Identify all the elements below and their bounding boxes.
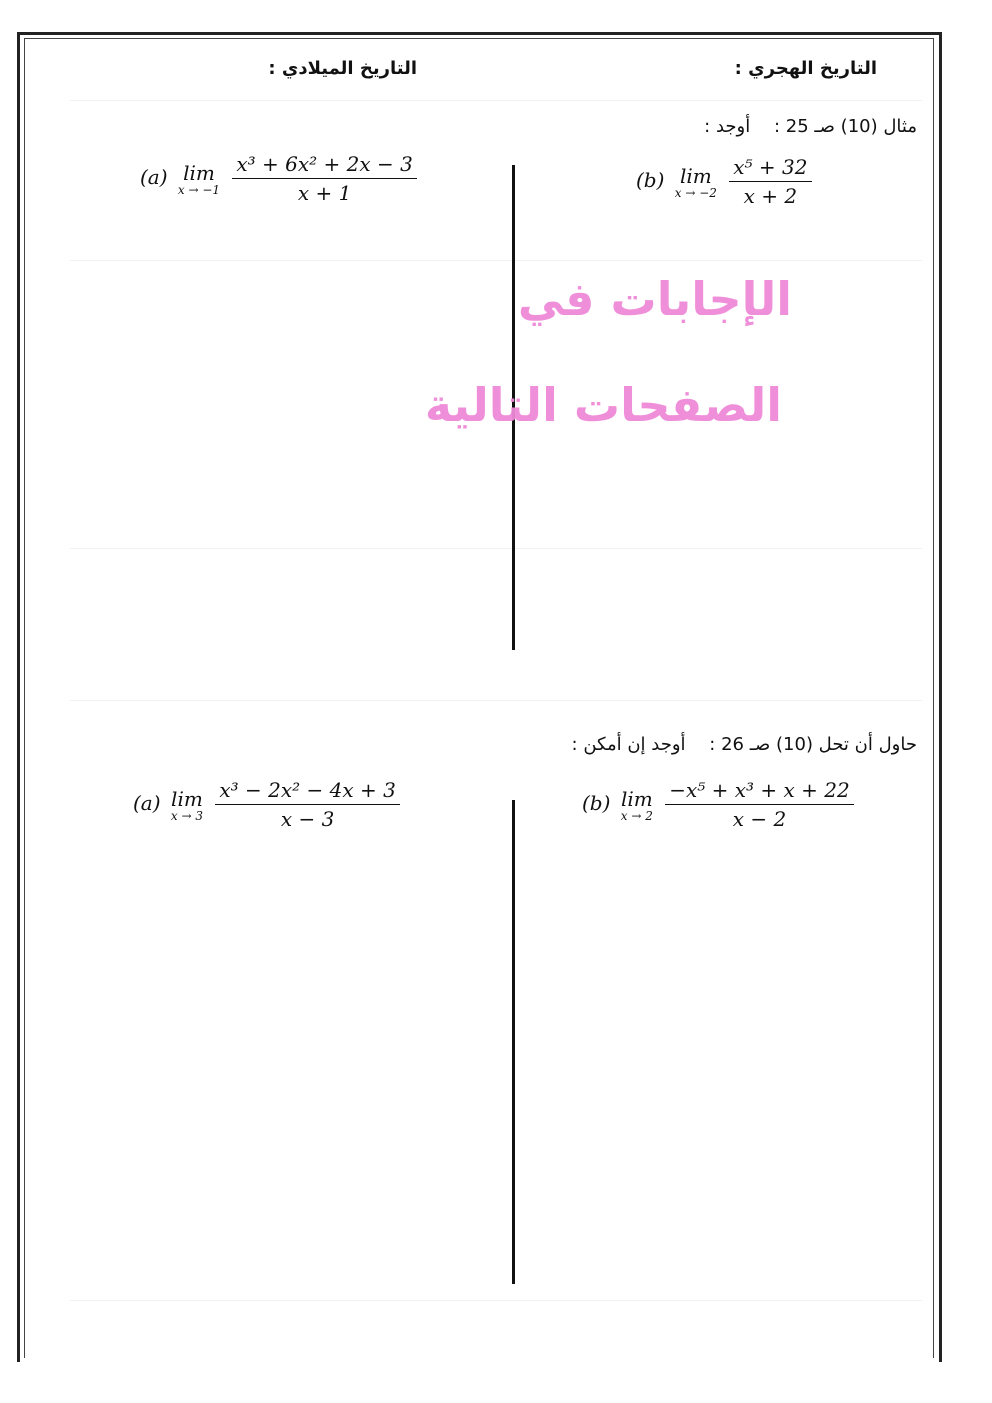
practice-a-fraction (215, 778, 399, 831)
hijri-date-label: التاريخ الهجري : (734, 58, 877, 79)
denominator: x − 3 (280, 807, 335, 831)
practice-title (572, 734, 917, 755)
numerator: x³ + 6x² + 2x − 3 (232, 152, 416, 179)
example-a-fraction (232, 152, 416, 205)
practice-b-label: (b) (582, 791, 611, 815)
lower-column-divider (512, 800, 515, 1284)
answers-stamp-line2: الصفحات التالية (424, 378, 782, 432)
practice-b-limit (621, 787, 653, 823)
lim-subscript: x → 2 (620, 808, 653, 823)
lim-subscript: x → −2 (674, 185, 717, 200)
gregorian-date-label: التاريخ الميلادي : (268, 58, 417, 79)
numerator: −x⁵ + x³ + x + 22 (665, 778, 854, 805)
bleed-through-line (70, 700, 922, 701)
denominator: x − 2 (732, 807, 787, 831)
denominator: x + 1 (297, 181, 352, 205)
example-b-fraction (729, 155, 811, 208)
example-b-limit (675, 164, 717, 200)
practice-a-expression (133, 778, 400, 831)
lim-text: lim (679, 163, 712, 188)
practice-a-limit (171, 787, 203, 823)
page-border-inner (24, 38, 934, 1358)
numerator: x⁵ + 32 (729, 155, 811, 182)
example-title (704, 116, 917, 137)
practice-title-text: حاول أن تحل (10) صـ 26 : (709, 734, 917, 755)
lim-text: lim (171, 786, 203, 811)
lim-subscript: x → 3 (170, 808, 203, 823)
bleed-through-line (70, 548, 922, 549)
bleed-through-line (70, 1300, 922, 1301)
example-a-label: (a) (140, 165, 168, 189)
example-title-text: مثال (10) صـ 25 : (773, 116, 917, 137)
bleed-through-line (70, 100, 922, 101)
numerator: x³ − 2x² − 4x + 3 (215, 778, 399, 805)
practice-instruction: أوجد إن أمكن : (571, 734, 686, 755)
answers-stamp-line1: الإجابات في (517, 272, 792, 326)
example-a-expression (140, 152, 417, 205)
example-instruction: أوجد : (704, 116, 751, 137)
practice-a-label: (a) (133, 791, 161, 815)
practice-b-expression (582, 778, 854, 831)
denominator: x + 2 (743, 184, 798, 208)
practice-b-fraction (665, 778, 854, 831)
example-b-expression (636, 155, 812, 208)
lim-text: lim (183, 160, 215, 185)
example-a-limit (178, 161, 220, 197)
example-b-label: (b) (636, 168, 665, 192)
lim-text: lim (620, 786, 653, 811)
lim-subscript: x → −1 (177, 182, 221, 197)
bleed-through-line (70, 260, 922, 261)
